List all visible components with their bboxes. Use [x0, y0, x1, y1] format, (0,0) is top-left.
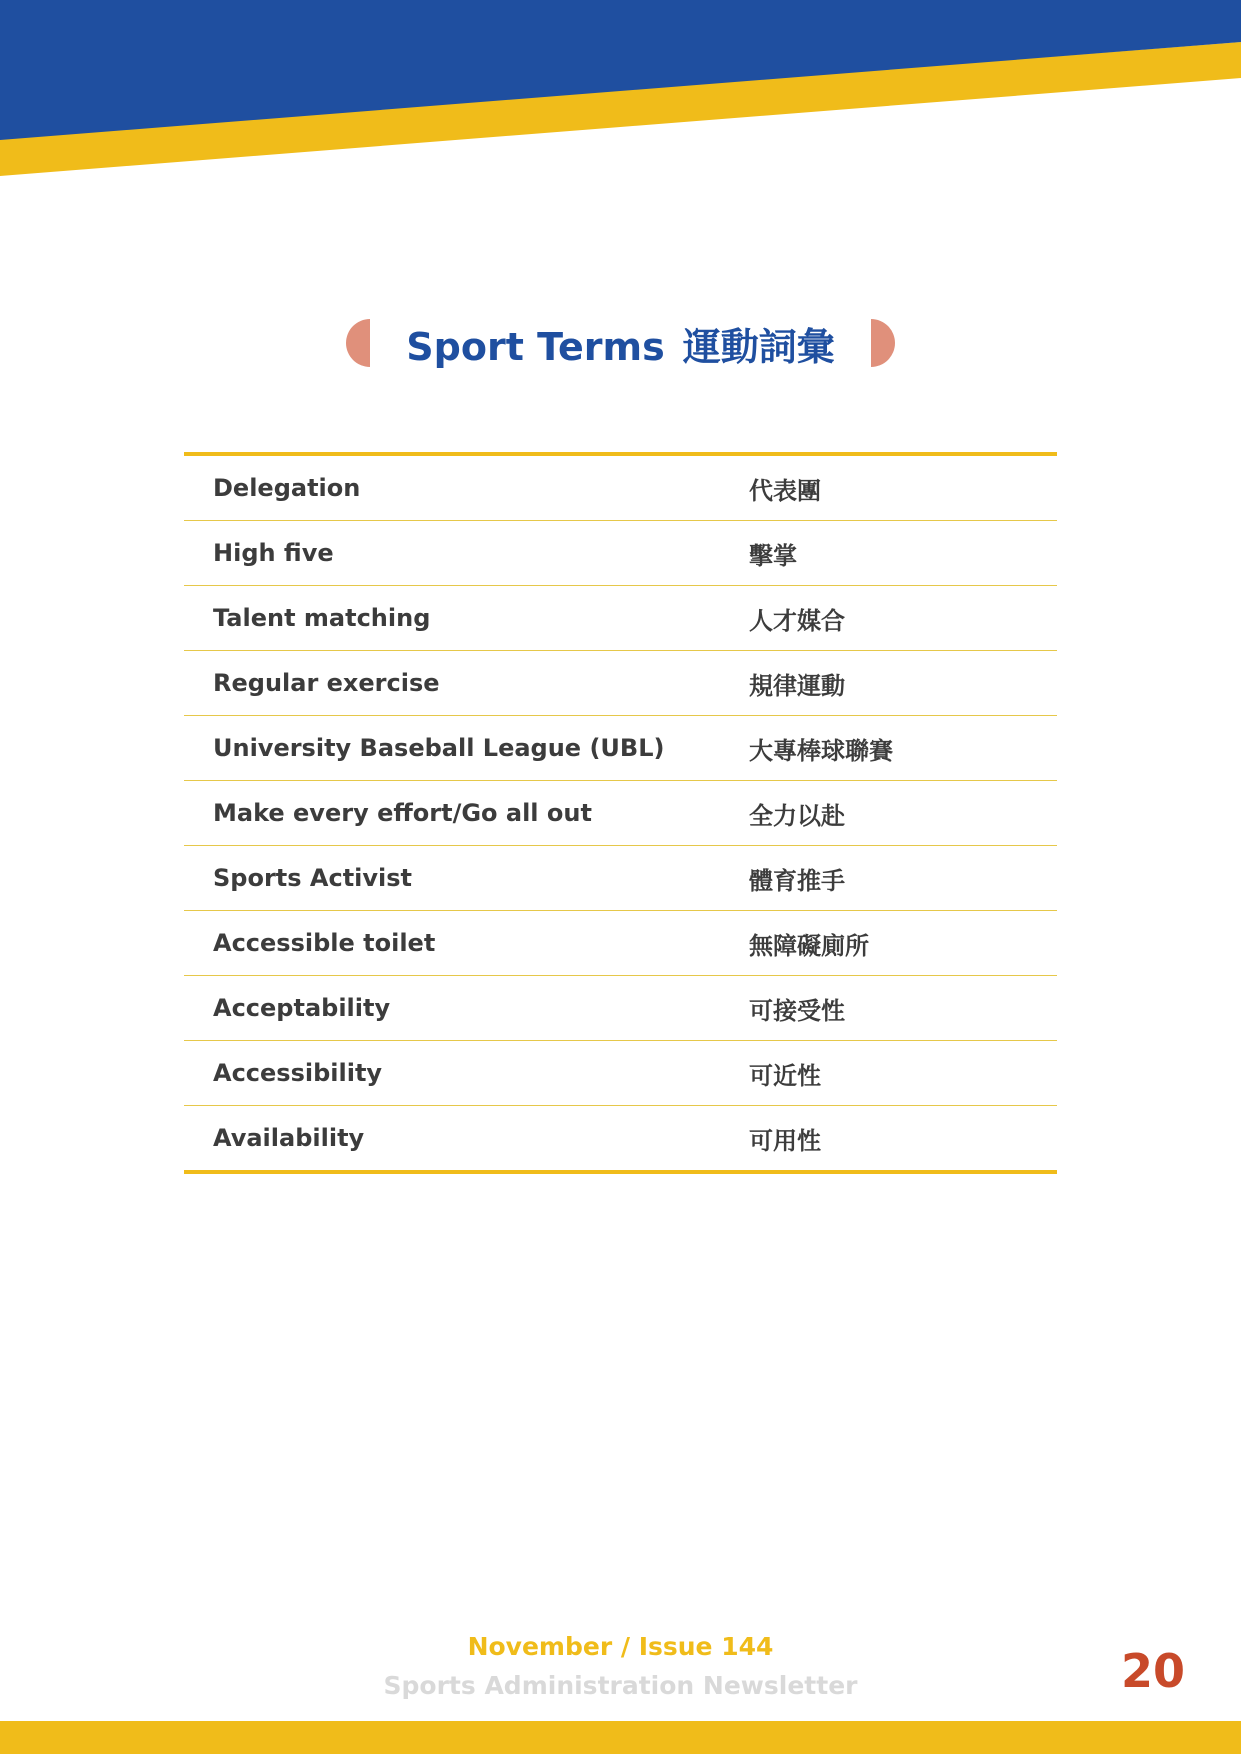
terms-table [184, 452, 1057, 1174]
term-chinese: 代表團 [749, 454, 1057, 521]
term-english: Regular exercise [184, 651, 749, 716]
table-row [184, 846, 1057, 911]
footer-bar [0, 1721, 1241, 1754]
term-chinese: 可用性 [749, 1126, 821, 1155]
term-english: Accessible toilet [184, 911, 749, 976]
footer-publication: Sports Administration Newsletter [383, 1671, 858, 1700]
footer-issue: November / Issue 144 [467, 1632, 774, 1661]
term-english: Delegation [184, 454, 749, 521]
table-row [184, 911, 1057, 976]
term-english: Talent matching [184, 586, 749, 651]
title-english: Sport Terms [406, 324, 665, 369]
term-chinese: 可接受性 [749, 976, 1057, 1041]
term-english: Accessibility [184, 1041, 749, 1106]
table-row [184, 521, 1057, 586]
term-english: Make every effort/Go all out [184, 781, 749, 846]
table-row [184, 454, 1057, 521]
term-english: University Baseball League (UBL) [184, 716, 749, 781]
table-row [184, 716, 1057, 781]
term-english: High five [184, 521, 749, 586]
header-decoration [0, 0, 1241, 180]
section-title [0, 318, 1241, 368]
term-chinese: 可近性 [749, 1041, 1057, 1106]
term-chinese: 擊掌 [749, 521, 1057, 586]
title-left-cap [346, 319, 370, 367]
term-english: Availability [213, 1124, 365, 1152]
table-row [184, 976, 1057, 1041]
page-title [406, 316, 834, 371]
term-english: Sports Activist [184, 846, 749, 911]
term-chinese: 人才媒合 [749, 586, 1057, 651]
table-row [184, 1106, 1057, 1173]
table-row [184, 1041, 1057, 1106]
table-row [184, 586, 1057, 651]
title-right-cap [871, 319, 895, 367]
term-chinese: 無障礙廁所 [749, 911, 1057, 976]
page-number: 20 [1120, 1644, 1185, 1698]
table-row [184, 781, 1057, 846]
term-chinese: 體育推手 [749, 846, 1057, 911]
table-row [184, 651, 1057, 716]
title-chinese: 運動詞彙 [682, 324, 835, 369]
term-chinese: 全力以赴 [749, 781, 1057, 846]
term-chinese: 大專棒球聯賽 [749, 716, 1057, 781]
term-english: Acceptability [184, 976, 749, 1041]
term-chinese: 規律運動 [749, 651, 1057, 716]
